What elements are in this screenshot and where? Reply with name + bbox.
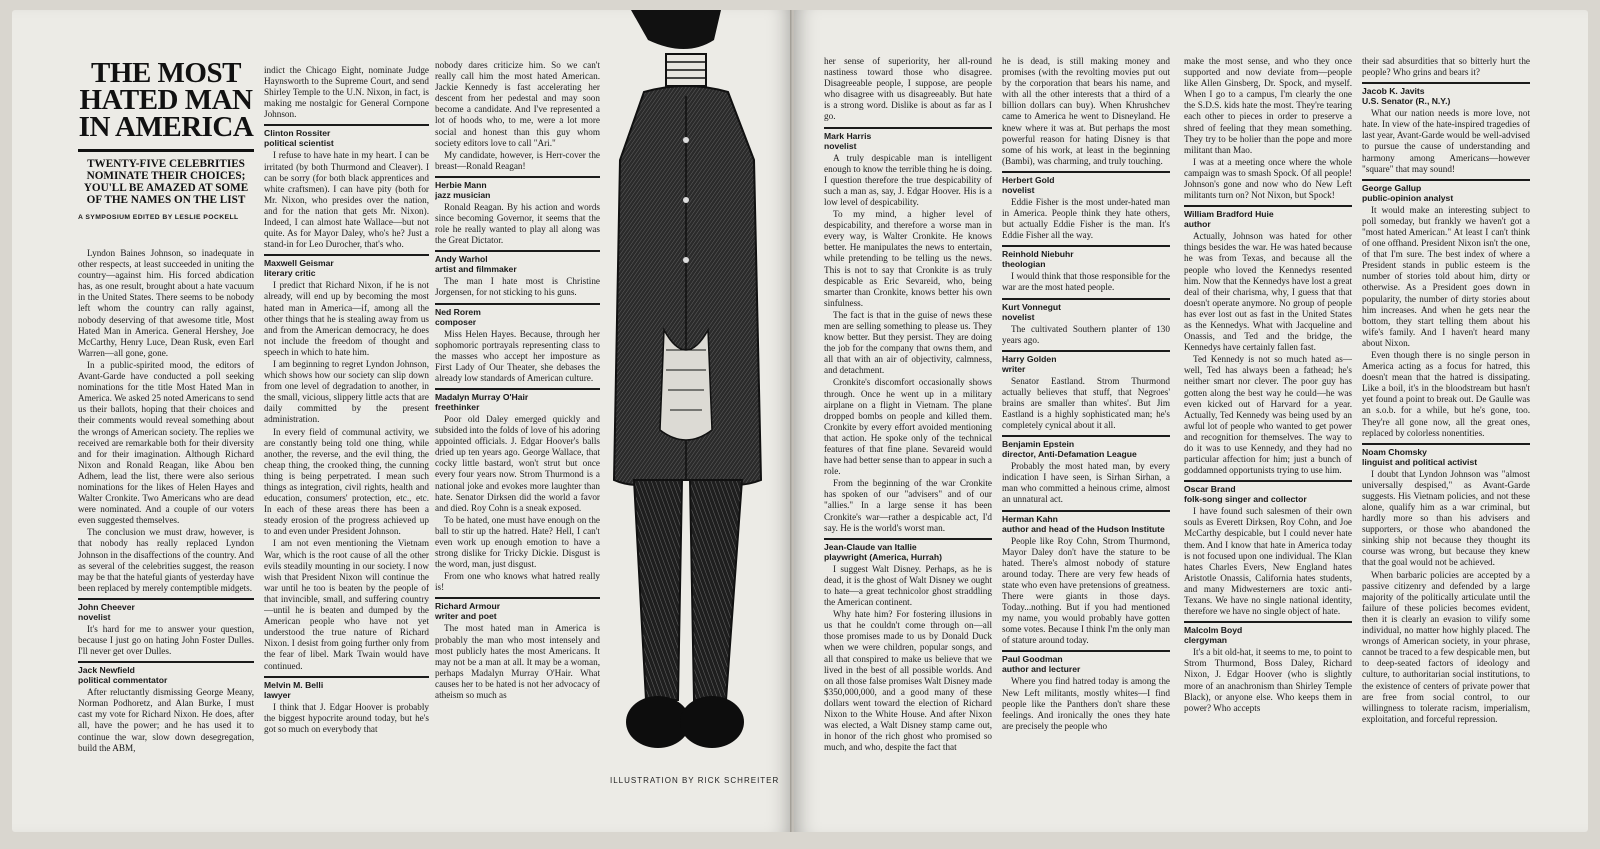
body-paragraph: indict the Chicago Eight, nominate Judge Haynsworth to the Supreme Court, and send Shirley Temple to the U.N. Nixon, in fact, is making me nostalgic for General Cornpone Johnson.: [264, 65, 429, 120]
nomination-entry: [1362, 179, 1530, 439]
nomination-entry: [435, 303, 600, 384]
body-paragraph: From the beginning of the war Cronkite has spoken of our "advisers" and of our "allies." In a large sense it has been Cronkite's war—rather a despicable act, I'd say. He is the world's worst man.: [824, 478, 992, 533]
body-paragraph: From one who knows what hatred really is!: [435, 571, 600, 593]
nomination-entry: [1184, 205, 1352, 476]
nomination-entry: [435, 597, 600, 701]
nomination-entry: [435, 176, 600, 246]
body-paragraph: The man I hate most is Christine Jorgensen, for not sticking to his guns.: [435, 276, 600, 298]
body-paragraph: To be hated, one must have enough on the ball to stir up the hatred. Hate? Hell, I can't even work up enough emotion to have a strong dislike for Tricky Dickie. Disgust is the word, man, just disgust.: [435, 514, 600, 570]
contributor-name: Malcolm Boyd: [1184, 625, 1243, 636]
body-paragraph: Poor old Daley emerged quickly and subsided into the folds of love of his adoring appointed officials. J. Edgar Hoover's balls dried up ten years ago. George Wallace, that cocky little bastard, won't strut but once every four years now. Strom Thurmond is a national joke and evokes more laughter than hate. Senator Dirksen did the world a favor and died. Roy Cohn is a sneak exposed.: [435, 413, 600, 513]
contributor-name: Herbie Mann: [435, 179, 487, 190]
contributor-name: Clinton Rossiter: [264, 128, 331, 139]
nomination-entry: [78, 661, 254, 754]
article-title: THE MOST HATED MAN IN AMERICA: [78, 57, 254, 143]
body-paragraph: Why hate him? For fostering illusions in us that he couldn't come through on—all those promises made to us by Donald Duck when we were children, popular songs, and all that conspired to make us believe that we lived in the best of all possible worlds. And on all those false promises Walt Disney made $350,000,000, and a good many of these dollars went toward the election of Richard Nixon to the White House. And after Nixon was elected, a Walt Disney stamp came out, in honor of the rich ghost who promised so much, and who, despite the fact that: [824, 609, 992, 753]
nomination-entry: [78, 598, 254, 657]
contributor-role: jazz musician: [435, 189, 491, 200]
contributor-role: public-opinion analyst: [1362, 192, 1454, 203]
body-paragraph: Miss Helen Hayes. Because, through her sophomoric portrayals representing class to the masses who accept her imposture as First Lady of Our Theater, she debases the already low standards of American culture.: [435, 328, 600, 383]
nomination-entry: [1184, 621, 1352, 714]
body-paragraph: The most hated man in America is probably the man who most intensely and most publicly hates the most Americans. It may not be a man at all. It may be a woman, perhaps Madalyn Murray O'Hair. What causes her to be hated is not her advocacy of atheism so much as: [435, 623, 600, 701]
contributor-name: Harry Golden: [1002, 353, 1057, 364]
body-paragraph: Eddie Fisher is the most under-hated man in America. People think they hate others, but actually Eddie Fisher is the man. It's Eddie Fisher all the way.: [1002, 196, 1170, 241]
nomination-entry: [435, 250, 600, 298]
body-paragraph: The fact is that in the guise of news these men are selling something to please us. They know better. But they persist. They are doing the job for the company that owns them, and all that with an air of objectivity, calmness, and detachment.: [824, 309, 992, 376]
nomination-entry: [1002, 510, 1170, 647]
body-paragraph: I have found such salesmen of their own souls as Everett Dirksen, Roy Cohn, and Joe McCarthy despicable, but I could never hate them. And I know that hate in America today is not focused upon one individual. The Klan hates Charles Evers, New England hates Aristotle Onassis, California hates students, and many Midwesterners are toxic anti-Texans. We have no single national identity, therefore we have no single object of hate.: [1184, 506, 1352, 617]
contributor-role: novelist: [78, 611, 111, 622]
title-block: [78, 57, 254, 221]
body-paragraph: their sad absurdities that so bitterly hurt the people? Who grins and bears it?: [1362, 56, 1530, 78]
body-paragraph: Lyndon Baines Johnson, so inadequate in other respects, at least succeeded in uniting the country—against him. His forced abdication has, as one result, brought about a hate vacuum in the United States. There seems to be nobody left whom the country can rally against, nobody deserving of that awesome title, Most Hated Man in America. General Hershey, Joe McCarthy, Henry Luce, Dean Rusk, even Earl Warren—all gone, gone.: [78, 248, 254, 358]
body-paragraph: To my mind, a higher level of despicability, and therefore a worse man in every way, is Walter Cronkite. He knows better. He manipulates the news to entertain, while pretending to be telling us the news. This is not to say that Cronkite is as truly despicable as Eric Sevareid, who, being smarter than Cronkite, knows better his own sinfulness.: [824, 209, 992, 308]
contributor-name: Noam Chomsky: [1362, 446, 1427, 457]
left-page: [12, 10, 792, 832]
nomination-entry: [1362, 443, 1530, 725]
contributor-name: Mark Harris: [824, 130, 872, 141]
nomination-entry: [824, 538, 992, 754]
contributor-role: political commentator: [78, 675, 168, 686]
body-paragraph: The cultivated Southern planter of 130 years ago.: [1002, 323, 1170, 345]
nomination-entry: [1002, 650, 1170, 731]
contributor-role: literary critic: [264, 268, 316, 279]
nomination-entry: [1002, 298, 1170, 346]
contributor-name: Kurt Vonnegut: [1002, 301, 1062, 312]
body-paragraph: I refuse to have hate in my heart. I can be irritated (by both Thurmond and Cleaver). I can be sorry (for both black apprentices and white craftsmen). I can have pity (both for Mr. Nixon, who presides over the nation, and for the nation that gets Mr. Nixon). Indeed, I can almost hate Wallace—but not quite. As for Mayor Daley, who's he? Just a stand-in for Leo Durocher, that's who.: [264, 150, 429, 250]
contributor-role: artist and filmmaker: [435, 264, 517, 275]
contributor-name: Jacob K. Javits: [1362, 86, 1425, 97]
nomination-entry: [435, 388, 600, 594]
contributor-name: Madalyn Murray O'Hair: [435, 391, 529, 402]
contributor-role: writer and poet: [435, 611, 497, 622]
contributor-name: Paul Goodman: [1002, 654, 1063, 665]
body-paragraph: Where you find hatred today is among the New Left militants, mostly whites—I find people like the Panthers don't share these feelings. And ironically the ones they hate are precisely the people who: [1002, 676, 1170, 731]
contributor-name: Oscar Brand: [1184, 484, 1236, 495]
contributor-role: writer: [1002, 363, 1026, 374]
column-4: [824, 56, 992, 761]
body-paragraph: After reluctantly dismissing George Meany, Norman Podhoretz, and Alan Burke, I must cast my vote for Richard Nixon. He does, after all, have the power; and he has used it to continue the war, slow down desegregation, build the ABM,: [78, 687, 254, 753]
contributor-name: John Cheever: [78, 601, 135, 612]
body-paragraph: When barbaric policies are accepted by a passive citizenry and defended by a large majority of the politically articulate until the failure of these policies becomes evident, then it is clearly an evasion to vilify some individual, no matter how highly placed. The wrongs of American society, in your phrase, cannot be traced to a few despicable men, but to deep-seated factors of ideology and culture, to authoritarian social institutions, to the existence of centers of private power that are free from social control, to our willingness to tolerate racism, imperialism, exploitation, and forceful repression.: [1362, 569, 1530, 724]
contributor-name: Richard Armour: [435, 601, 501, 612]
nomination-entry: [1002, 435, 1170, 505]
contributor-role: author: [1184, 219, 1211, 230]
contributor-name: Benjamin Epstein: [1002, 439, 1075, 450]
body-paragraph: I am not even mentioning the Vietnam War, which is the root cause of all the other evils steadily mounting in our society. I now wish that President Nixon will continue the war until he too is beaten by the people of that invincible, small, and suffering country—until he is beaten and dumped by the American people who have not yet understood the true nature of Richard Nixon. I desist from going further only from the fear of libel. Mark Twain would have continued.: [264, 538, 429, 671]
body-paragraph: I suggest Walt Disney. Perhaps, as he is dead, it is the ghost of Walt Disney we ought to hate—a great technicolor ghost straddling the American continent.: [824, 563, 992, 608]
magazine-spread: [12, 10, 1588, 832]
nomination-entry: [1002, 171, 1170, 241]
contributor-role: political scientist: [264, 138, 334, 149]
body-paragraph: Ted Kennedy is not so much hated as—well, Ted has always been a fathead; he's neither smart nor clever. The poor guy has gotten along the best way he could—he was even kicked out of Harvard for a year. Actually, Ted Kennedy was being used by an awful lot of people who wanted to get power and recognition for themselves. The way to do it was to use Kennedy, and they had no particular affection for him; just a bunch of goddamned opportunists trying to use him.: [1184, 354, 1352, 476]
column-5: [1002, 56, 1170, 761]
contributor-role: novelist: [824, 140, 857, 151]
contributor-role: folk-song singer and collector: [1184, 494, 1307, 505]
body-paragraph: her sense of superiority, her all-round nastiness toward those who disagree. Disagreeable people, I suppose, are people who disagree with us disagreeably. But hate is a strong word. Dislike is about as far as I go.: [824, 56, 992, 122]
contributor-name: Herman Kahn: [1002, 513, 1058, 524]
body-paragraph: make the most sense, and who they once supported and now deviate from—people like Allen Ginsberg, Dr. Spock, and myself. When I go to a campus, I'm clearly the one the S.D.S. kids hate the most. They're tearing each other to pieces in order to preserve a shred of feeling that they mean something. They try to be holier than the pope and more militant than Mao.: [1184, 56, 1352, 155]
right-page: [794, 10, 1588, 832]
nomination-entry: [264, 254, 429, 671]
contributor-name: Herbert Gold: [1002, 174, 1055, 185]
contributor-name: Melvin M. Belli: [264, 679, 324, 690]
contributor-role: lawyer: [264, 689, 291, 700]
contributor-name: Ned Rorem: [435, 306, 481, 317]
nomination-entry: [1184, 480, 1352, 617]
nomination-entry: [1362, 82, 1530, 175]
contributor-role: linguist and political activist: [1362, 456, 1478, 467]
body-paragraph: People like Roy Cohn, Strom Thurmond, Mayor Daley don't have the stature to be hated. There's almost nobody of stature around today. There are very few heads of state who even have pretensions of greatness. There were giants in those days. Today...nothing. But if you had mentioned my name, you would probably have gotten some votes. Because I think I'm the only man of stature around today.: [1002, 535, 1170, 646]
column-3: [435, 60, 600, 765]
body-paragraph: In a public-spirited mood, the editors of Avant-Garde have conducted a poll seeking nominations for the title Most Hated Man in America. We asked 25 noted Americans to send us their ballots, hoping that their choices and their comments would reveal something about the wrongs of American society. The replies we received are remarkable both for their diversity and for their imagination. Although Richard Nixon and Ronald Reagan, like Abou ben Adhem, lead the list, there were also serious nominations for the likes of Helen Hayes and Walter Cronkite. Two Americans who are dead were nominated. And a couple of our voters even suggested themselves.: [78, 359, 254, 526]
body-paragraph: Senator Eastland. Strom Thurmond actually believes that stuff, that Negroes' brains are smaller than whites'. But Jim Eastland is a highly sophisticated man; he's completely cynical about it all.: [1002, 375, 1170, 431]
contributor-role: director, Anti-Defamation League: [1002, 449, 1137, 460]
body-paragraph: I doubt that Lyndon Johnson was "almost universally despised," as Avant-Garde suggests. His Vietnam policies, and not these alone, qualify him as a war criminal, but hardly more so than his advisers and supporters, or those who abandoned the sinking ship not because they thought its course was wrong, but because they knew that the goal would not be achieved.: [1362, 468, 1530, 568]
body-paragraph: I am beginning to regret Lyndon Johnson, which shows how our society can slip down from one level of degradation to another, in the small, vicious, slippery little acts that are daily committed by the present administration.: [264, 358, 429, 425]
contributor-name: George Gallup: [1362, 182, 1422, 193]
column-6: [1184, 56, 1352, 761]
symposium-credit: A SYMPOSIUM EDITED BY LESLIE POCKELL: [78, 214, 239, 221]
contributor-role: clergyman: [1184, 635, 1227, 646]
column-1: [78, 248, 254, 760]
body-paragraph: I think that J. Edgar Hoover is probably the biggest hypocrite around today, but he's got so much on everybody that: [264, 701, 429, 734]
contributor-role: novelist: [1002, 311, 1035, 322]
contributor-role: composer: [435, 316, 477, 327]
body-paragraph: Cronkite's discomfort occasionally shows through. Once he went up in a military airplane on a flight in Vietnam. The plane dropped bombs on people and killed them. Cronkite by every effort avoided mentioning that action. He spoke only of the technical features of that fine plane. Sevareid would have had better sense than to appear in such a role.: [824, 377, 992, 477]
body-paragraph: My candidate, however, is Herr-cover the breast—Ronald Reagan!: [435, 149, 600, 171]
body-paragraph: Even though there is no single person in America acting as a focus for hatred, this doesn't mean that the hatred is dissipating. Like a boil, it's in the bloodstream but hasn't yet found a point to break out. De Gaulle was an s.o.b. for a while, but he's gone, too. They're all gone now, all the great ones, replaced by colorless nonentities.: [1362, 349, 1530, 438]
contributor-name: Jack Newfield: [78, 665, 135, 676]
illustration-figure: [586, 10, 786, 770]
nomination-entry: [264, 676, 429, 735]
article-subtitle: TWENTY-FIVE CELEBRITIES NOMINATE THEIR CHOICES; YOU'LL BE AMAZED AT SOME OF THE NAMES ON THE LIST: [78, 149, 254, 206]
contributor-role: novelist: [1002, 184, 1035, 195]
nomination-entry: [824, 127, 992, 534]
contributor-role: freethinker: [435, 401, 480, 412]
contributor-role: playwright (America, Hurrah): [824, 551, 942, 562]
nomination-entry: [1002, 350, 1170, 431]
body-paragraph: nobody dares criticize him. So we can't really call him the most hated American. Jackie Kennedy is fast accelerating her descent from her pedestal and may soon become a candidate. And I've represented a lot of hoods who, to me, were a lot more social and honest than this guy whom society editors love to call "Ari.": [435, 60, 600, 148]
contributor-name: Maxwell Geismar: [264, 258, 334, 269]
column-7: [1362, 56, 1530, 761]
contributor-name: William Bradford Huie: [1184, 209, 1274, 220]
illustration-credit: ILLUSTRATION BY RICK SCHREITER: [610, 776, 780, 785]
nomination-entry: [264, 124, 429, 250]
contributor-name: Andy Warhol: [435, 254, 488, 265]
body-paragraph: Ronald Reagan. By his action and words since becoming Governor, it seems that the role he really wanted to play all along was the Great Dictator.: [435, 201, 600, 246]
body-paragraph: It would make an interesting subject to poll someday, but frankly we haven't got a "most hated American." At least I can't think of one offhand. President Nixon isn't the one, of that I'm sure. The best index of where a President stands in public esteem is the number of stories told about him, dirty or otherwise. As a President goes down in popularity, the number of dirty stories about him increases. And when he gets near the bottom, they start telling them about his wife's family. And I haven't heard many about Nixon.: [1362, 204, 1530, 348]
contributor-name: Jean-Claude van Itallie: [824, 541, 917, 552]
body-paragraph: The conclusion we must draw, however, is that nobody has really replaced Lyndon Johnson in the disaffections of the country. And as several of the celebrities suggest, the reason may be that the hateful giants of yesterday have been replaced by merely contemptible midgets.: [78, 527, 254, 593]
body-paragraph: I predict that Richard Nixon, if he is not already, will end up by becoming the most hated man in America—if, among all the other things that he is stealing away from us and from the American democracy, he does not include the freedom of thought and speech in which to hate him.: [264, 280, 429, 357]
body-paragraph: I would think that those responsible for the war are the most hated people.: [1002, 271, 1170, 293]
body-paragraph: It's hard for me to answer your question, because I just go on hating John Foster Dulles. I'll never get over Dulles.: [78, 623, 254, 657]
body-paragraph: Probably the most hated man, by every indication I have seen, is Sirhan Sirhan, a man who committed a heinous crime, almost an unnatural act.: [1002, 461, 1170, 505]
contributor-name: Reinhold Niebuhr: [1002, 249, 1074, 260]
body-paragraph: he is dead, is still making money and promises (with the revolting movies put out by the corporation that bears his name, and with all the other interests that a third of a billion dollars can buy). When Khrushchev came to America he went to Disneyland. He knew where it was at. But perhaps the most powerful reason for hating Disney is that some of his work, at least in the beginning (Bambi), was charming, and truly touching.: [1002, 56, 1170, 166]
contributor-role: author and lecturer: [1002, 664, 1081, 675]
contributor-role: theologian: [1002, 259, 1046, 270]
nomination-entry: [1002, 245, 1170, 293]
body-paragraph: A truly despicable man is intelligent enough to know the terrible thing he is doing. I question therefore the true despicability of such a man as, say, J. Edgar Hoover. His is a low level of despicability.: [824, 152, 992, 207]
body-paragraph: I was at a meeting once where the whole campaign was to smash Spock. Of all people! Johnson's gone and now who do New Left militants turn on? Not Nixon, but Spock!: [1184, 156, 1352, 201]
contributor-role: U.S. Senator (R., N.Y.): [1362, 96, 1451, 107]
body-paragraph: In every field of communal activity, we are constantly being told one thing, while another, the reverse, and the evil thing, the cheap thing, the crooked thing, the cunning thing is being perpetrated. I mean such things as integration, civil rights, health and education, consumers' protection, etc., etc. In each of these areas there has been a steady erosion of the progress achieved up to and even under President Johnson.: [264, 426, 429, 537]
body-paragraph: What our nation needs is more love, not hate. In view of the hate-inspired tragedies of last year, Avant-Garde would be well-advised to pursue the cause of understanding and harmony among Americans—however "square" that may sound!: [1362, 108, 1530, 174]
column-2: [264, 65, 429, 765]
body-paragraph: It's a bit old-hat, it seems to me, to point to Strom Thurmond, Boss Daley, Richard Nixon, J. Edgar Hoover (who is slightly more of an anachronism than Shirley Temple Black), or anyone else. Who keeps them in power? Who accepts: [1184, 647, 1352, 713]
body-paragraph: Actually, Johnson was hated for other things besides the war. He was hated because he was from Texas, and because all the people who loved the Kennedys resented him. Now that the Kennedys have lost a great deal of their charisma, why, I guess that that doesn't operate anymore. No group of people has ever lost out as fast in the United States as the Kennedys. What with Jacqueline and Onassis, and Ted and the bridge, the Kennedys have certainly fallen fast.: [1184, 231, 1352, 353]
contributor-role: author and head of the Hudson Institute: [1002, 523, 1165, 534]
